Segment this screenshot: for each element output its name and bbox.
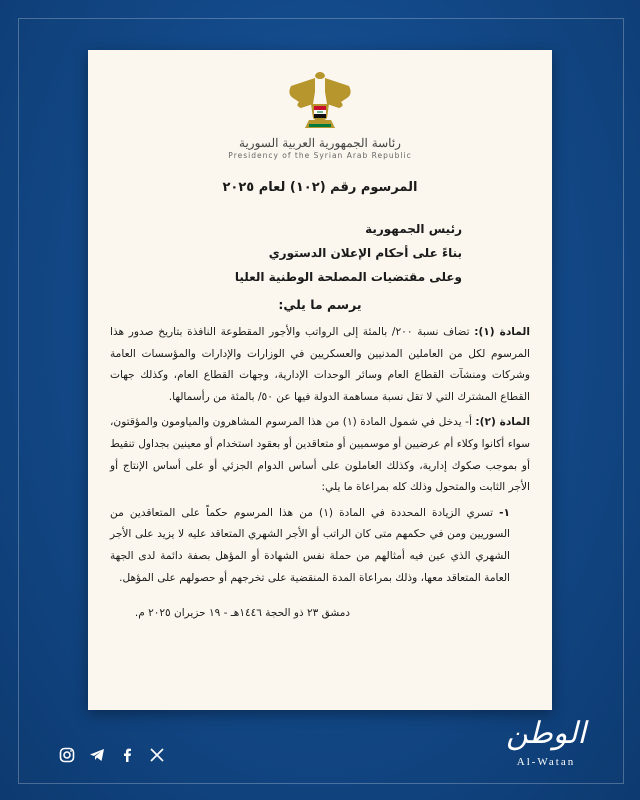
preamble xyxy=(110,217,530,289)
presidency-english: Presidency of the Syrian Arab Republic xyxy=(228,151,412,160)
decree-document xyxy=(88,50,552,710)
decrees-line: يرسم ما يلي: xyxy=(278,297,362,312)
clause-1-text: تسري الزيادة المحددة في المادة (١) من هذا المرسوم حكماً على المتعاقدين من السوريين ومن في حكمهم متى كان الراتب أو الأجر الشهري المتعاقد عليه لا يزيد على الأجر الشهري الذي عين فيه أمثالهم من حملة نفس الشهادة أو المؤهل بصفة دائمة لدى الجهة العامة المتعاقد معها، وذلك بمراعاة المدة المنقضية على تخرجهم أو حصولهم على المؤهل. xyxy=(110,506,510,584)
x-icon[interactable] xyxy=(148,746,166,764)
article-2-clause-1 xyxy=(110,503,530,589)
preamble-line-3: وعلى مقتضيات المصلحة الوطنية العليا xyxy=(234,270,462,284)
article-2-label: المادة (٢): xyxy=(475,416,530,429)
brand-arabic: الوطن xyxy=(506,716,586,751)
article-2 xyxy=(110,412,530,498)
telegram-icon[interactable] xyxy=(88,746,106,764)
article-1-label: المادة (١): xyxy=(474,326,530,338)
instagram-icon[interactable] xyxy=(58,746,76,764)
decree-title: المرسوم رقم (١٠٢) لعام ٢٠٢٥ xyxy=(222,180,418,195)
preamble-line-2: بناءً على أحكام الإعلان الدستوري xyxy=(268,246,462,260)
article-2-text: أ- يدخل في شمول المادة (١) من هذا المرسوم المشاهرون والمياومون والمؤقتون، سواء أكانوا وكلاء أم عرضيين أو موسميين أو متعاقدين أو بعقود استخدام أو معينين بجداول تنقيط أو بموجب صكوك إدارية، وكذلك العاملون على أساس الدوام الجزئي أو على أساس الإنتاج أو الأجر الثابت والمتحول وذلك كله بمراعاة ما يلي: xyxy=(110,416,530,494)
brand-english: Al-Watan xyxy=(516,756,576,768)
presidency-header xyxy=(110,136,530,160)
article-1-text: تضاف نسبة ٢٠٠/ بالمئة إلى الرواتب والأجور المقطوعة النافذة بتاريخ صدور هذا المرسوم لكل من العاملين المدنيين والعسكريين في الوزارات والإدارات والمؤسسات العامة وشركات ومنشآت القطاع العام وسائر الوحدات الإدارية، وجهات القطاع العام، وكذلك جهات القطاع المشترك التي لا تقل نسبة مساهمة الدولة فيها عن ٥٠/ بالمئة من رأسمالها. xyxy=(110,326,530,403)
clause-1-number: ١- xyxy=(499,506,511,519)
social-links xyxy=(58,746,166,764)
preamble-line-1: رئيس الجمهورية xyxy=(365,222,462,236)
syrian-eagle-emblem-icon xyxy=(285,68,355,132)
article-1 xyxy=(110,322,530,408)
decree-date: دمشق ٢٣ ذو الحجة ١٤٤٦هـ - ١٩ حزيران ٢٠٢٥ م. xyxy=(134,607,350,620)
facebook-icon[interactable] xyxy=(118,746,136,764)
al-watan-logo xyxy=(486,712,606,788)
presidency-arabic: رئاسة الجمهورية العربية السورية xyxy=(239,136,401,150)
